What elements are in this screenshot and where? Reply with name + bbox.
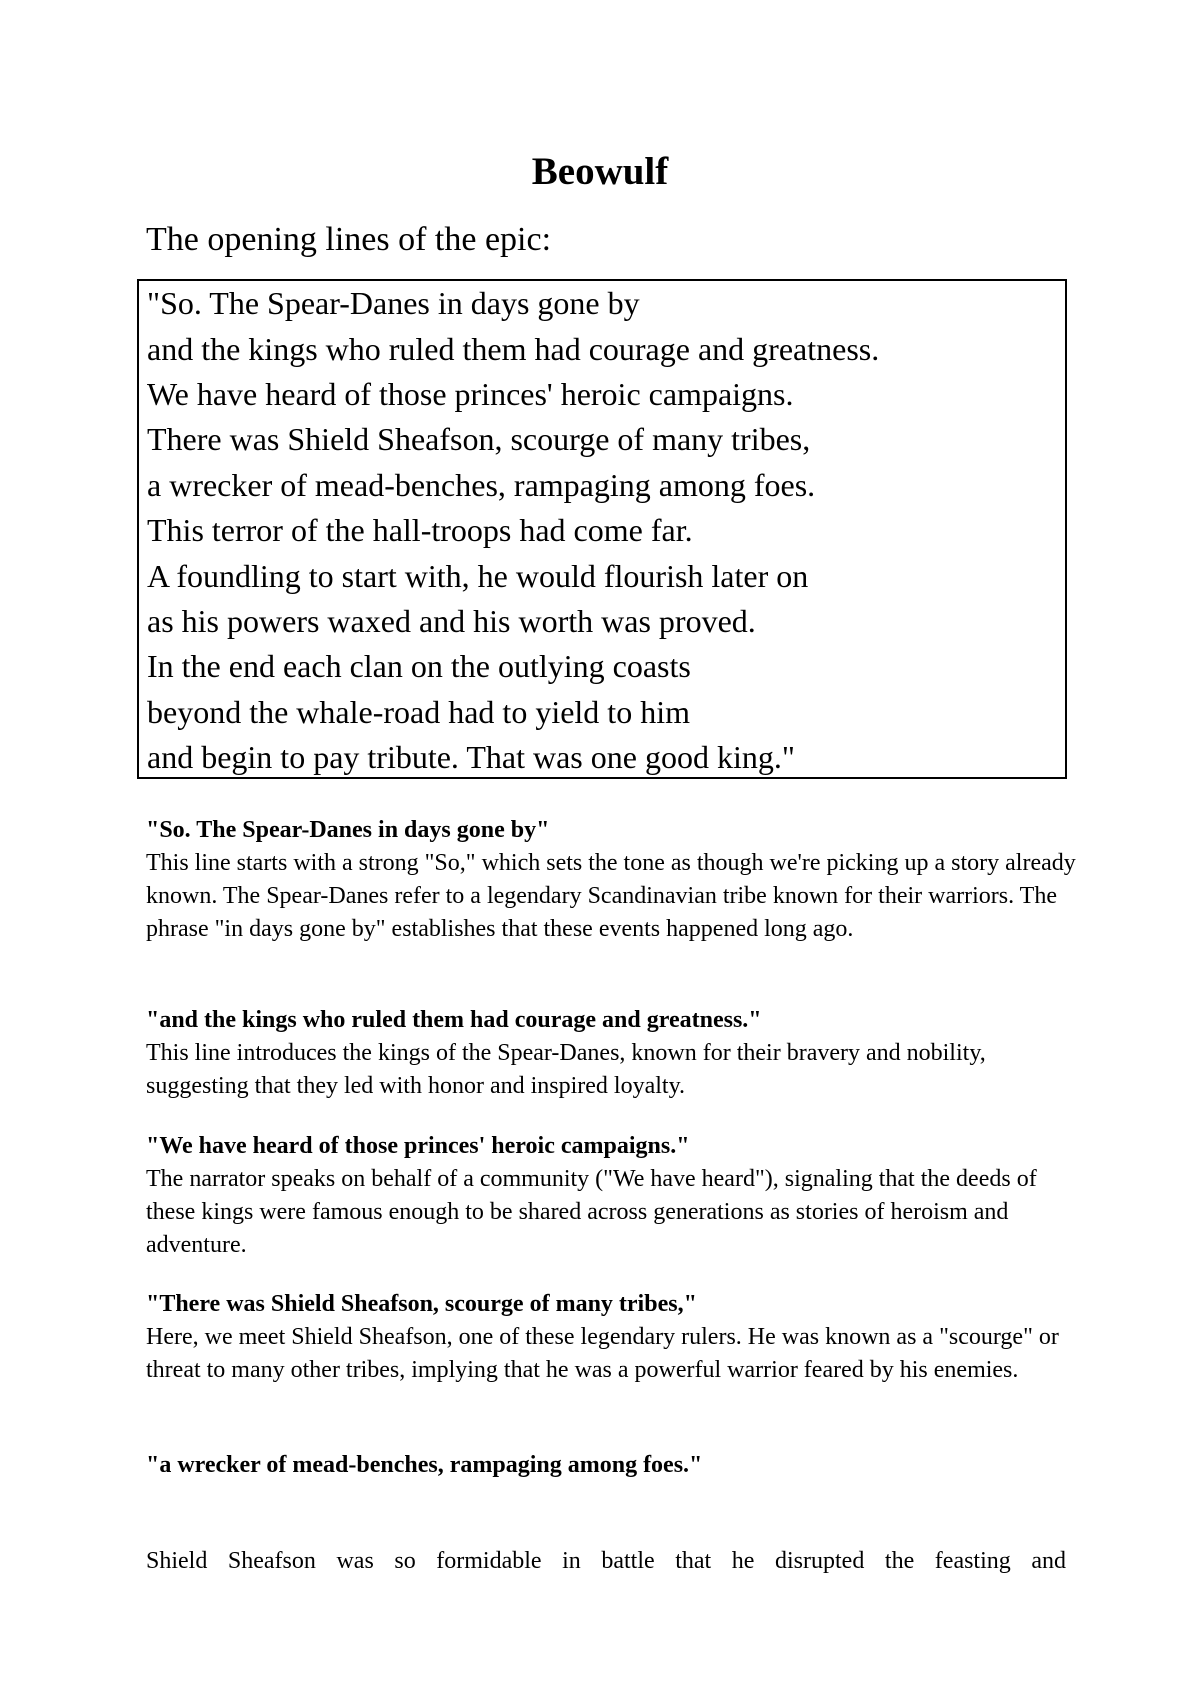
section-heading: "and the kings who ruled them had courage and greatness." <box>146 1007 762 1033</box>
poem-line: We have heard of those princes' heroic campaigns. <box>147 376 794 412</box>
continuation-paragraph: Shield Sheafson was so formidable in battle that he disrupted the feasting and <box>146 1548 1066 1574</box>
commentary-section <box>146 1288 1076 1387</box>
commentary-section <box>146 1130 1076 1262</box>
section-heading: "There was Shield Sheafson, scourge of many tribes," <box>146 1291 697 1317</box>
section-text: This line starts with a strong "So," which sets the tone as though we're picking up a story already known. The Spear-Danes refer to a legendary Scandinavian tribe known for their warriors. The phrase "in days gone by" establishes that these events happened long ago. <box>146 850 1076 942</box>
poem-line: There was Shield Sheafson, scourge of many tribes, <box>147 421 811 457</box>
section-text: This line introduces the kings of the Spear-Danes, known for their bravery and nobility, suggesting that they led with honor and inspired loyalty. <box>146 1040 986 1099</box>
section-heading: "So. The Spear-Danes in days gone by" <box>146 817 550 843</box>
poem-line: A foundling to start with, he would flourish later on <box>147 558 809 594</box>
commentary-section <box>146 1004 1076 1103</box>
poem-line: In the end each clan on the outlying coasts <box>147 648 691 684</box>
poem-line: a wrecker of mead-benches, rampaging among foes. <box>147 467 816 503</box>
poem-line: This terror of the hall-troops had come far. <box>147 512 693 548</box>
commentary-section <box>146 814 1076 946</box>
section-heading: "a wrecker of mead-benches, rampaging among foes." <box>146 1452 703 1478</box>
poem-line: as his powers waxed and his worth was proved. <box>147 603 756 639</box>
poem-line: "So. The Spear-Danes in days gone by <box>147 285 640 321</box>
poem-line: beyond the whale-road had to yield to him <box>147 694 690 730</box>
section-text: Here, we meet Shield Sheafson, one of these legendary rulers. He was known as a "scourge" or threat to many other tribes, implying that he was a powerful warrior feared by his enemies. <box>146 1324 1059 1383</box>
document-title: Beowulf <box>531 150 669 193</box>
commentary-section <box>146 1449 1076 1482</box>
section-text: The narrator speaks on behalf of a community ("We have heard"), signaling that the deeds of these kings were famous enough to be shared across generations as stories of heroism and adventure. <box>146 1166 1037 1258</box>
section-heading: "We have heard of those princes' heroic campaigns." <box>146 1133 690 1159</box>
poem-line: and begin to pay tribute. That was one good king." <box>147 739 795 775</box>
poem-line: and the kings who ruled them had courage and greatness. <box>147 331 880 367</box>
intro-text: The opening lines of the epic: <box>146 221 552 258</box>
poem-excerpt-box <box>137 279 1067 779</box>
